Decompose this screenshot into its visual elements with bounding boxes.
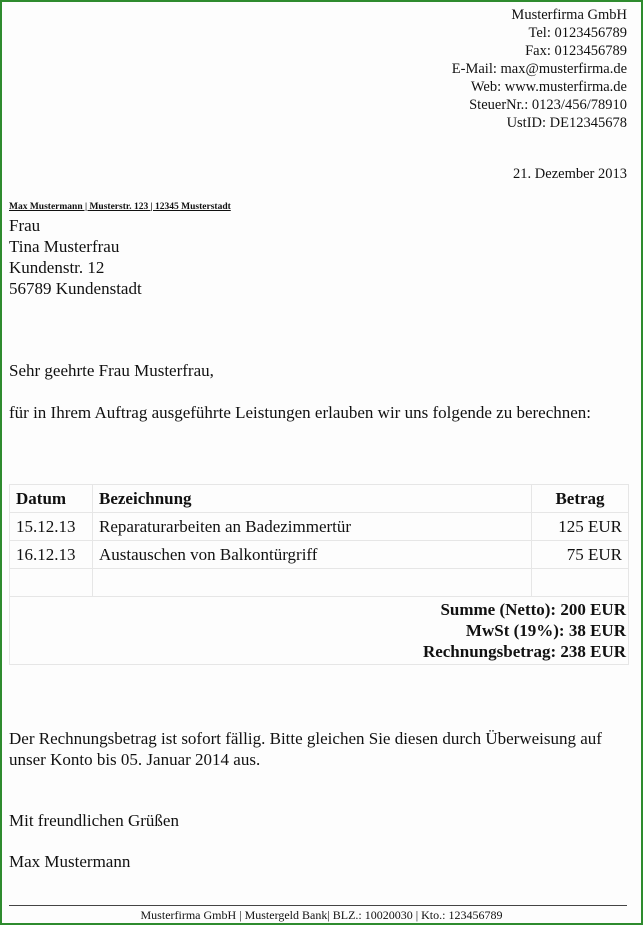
total-gross: Rechnungsbetrag: 238 EUR <box>422 642 626 661</box>
recipient-block <box>9 215 142 299</box>
footer-divider <box>9 905 627 906</box>
intro-text: für in Ihrem Auftrag ausgeführte Leistungen erlauben wir uns folgende zu berechnen: <box>9 403 592 422</box>
recipient-title: Frau <box>9 216 41 235</box>
row-date <box>10 569 93 597</box>
row-description: Austauschen von Balkontürgriff <box>93 541 532 569</box>
row-date: 16.12.13 <box>10 541 93 569</box>
header-date: Datum <box>10 485 93 513</box>
totals-block <box>9 595 629 665</box>
sender-block <box>452 6 627 132</box>
sender-vat-id: UstID: DE12345678 <box>506 115 627 131</box>
sender-fax: Fax: 0123456789 <box>525 43 627 59</box>
invoice-date: 21. Dezember 2013 <box>513 166 627 182</box>
sender-email: E-Mail: max@musterfirma.de <box>451 61 627 77</box>
payment-terms: Der Rechnungsbetrag ist sofort fällig. Bitte gleichen Sie diesen durch Überweisung auf unser Konto bis 05. Januar 2014 aus. <box>9 729 602 769</box>
row-date: 15.12.13 <box>10 513 93 541</box>
items-table <box>9 484 629 597</box>
sender-company: Musterfirma GmbH <box>511 7 627 23</box>
recipient-city: 56789 Kundenstadt <box>9 279 142 298</box>
table-header-row <box>10 485 629 513</box>
footer-bank-details: Musterfirma GmbH | Mustergeld Bank| BLZ.: 10020030 | Kto.: 123456789 <box>140 908 503 922</box>
row-description: Reparaturarbeiten an Badezimmertür <box>93 513 532 541</box>
row-description <box>93 569 532 597</box>
closing: Mit freundlichen Grüßen <box>9 811 179 830</box>
row-amount: 125 EUR <box>532 513 629 541</box>
salutation: Sehr geehrte Frau Musterfrau, <box>9 361 214 380</box>
total-net: Summe (Netto): 200 EUR <box>440 600 626 619</box>
return-address: Max Mustermann | Musterstr. 123 | 12345 Musterstadt <box>9 202 231 212</box>
header-amount: Betrag <box>532 485 629 513</box>
header-description: Bezeichnung <box>93 485 532 513</box>
total-vat: MwSt (19%): 38 EUR <box>465 621 626 640</box>
table-row <box>10 513 629 541</box>
sender-tax-number: SteuerNr.: 0123/456/78910 <box>469 97 627 113</box>
table-row-empty <box>10 569 629 597</box>
row-amount <box>532 569 629 597</box>
signature-name: Max Mustermann <box>9 852 131 871</box>
sender-web: Web: www.musterfirma.de <box>470 79 627 95</box>
sender-tel: Tel: 0123456789 <box>528 25 627 41</box>
table-row <box>10 541 629 569</box>
recipient-street: Kundenstr. 12 <box>9 258 105 277</box>
recipient-name: Tina Musterfrau <box>9 237 120 256</box>
row-amount: 75 EUR <box>532 541 629 569</box>
